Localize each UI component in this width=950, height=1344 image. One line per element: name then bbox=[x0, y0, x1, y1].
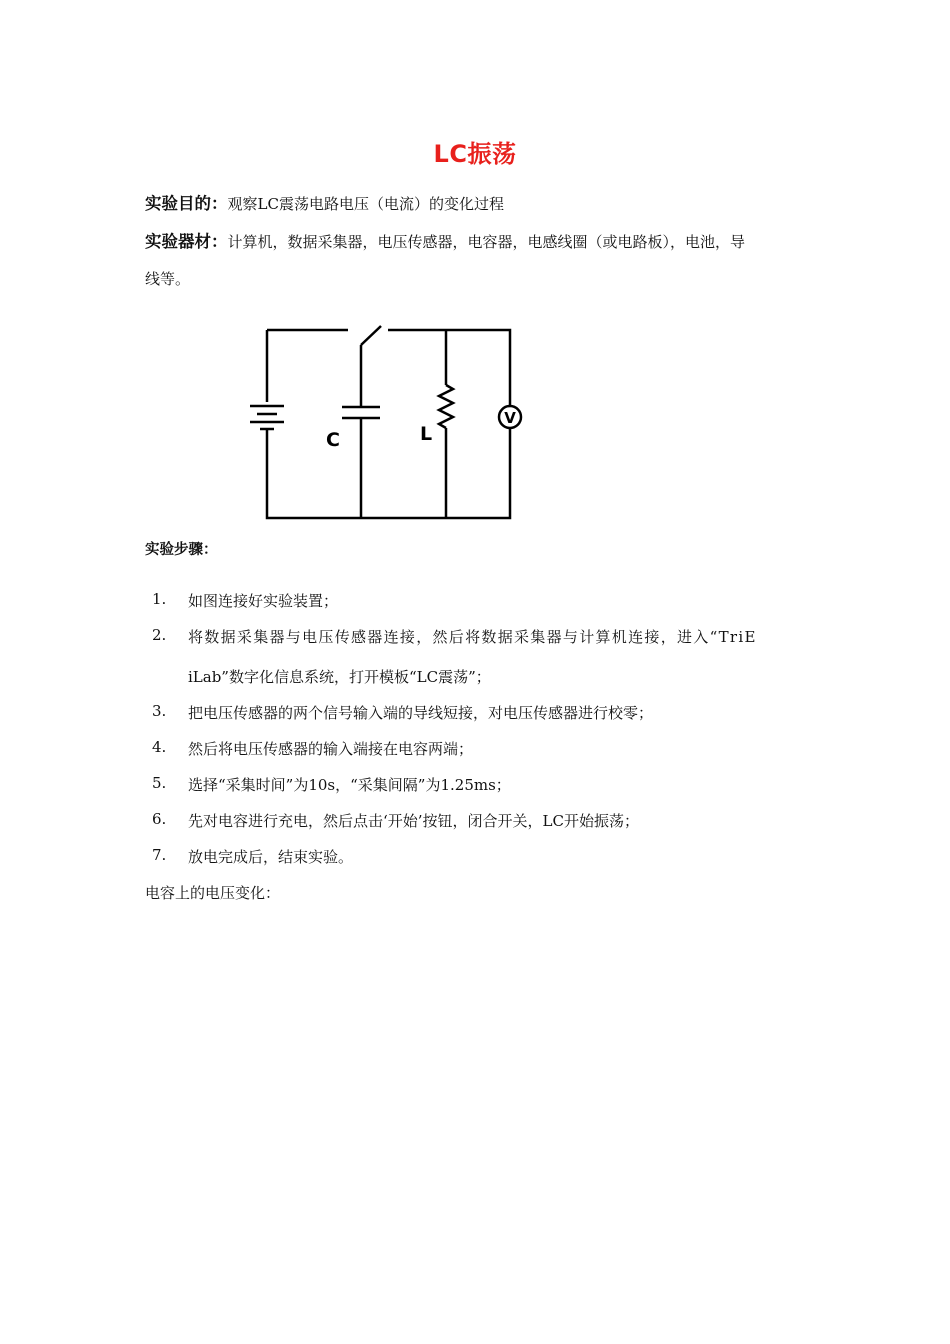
circuit-diagram bbox=[240, 318, 530, 528]
purpose-line bbox=[145, 190, 504, 214]
capacitor-label: C bbox=[326, 429, 340, 451]
inductor-label: L bbox=[420, 423, 433, 445]
switch-blade bbox=[361, 326, 381, 345]
step-text: 将数据采集器与电压传感器连接，然后将数据采集器与计算机连接，进入“TriE bbox=[188, 628, 757, 646]
materials-line-2: 线等。 bbox=[145, 270, 191, 288]
step-number: 6. bbox=[152, 810, 167, 828]
step-text: 放电完成后，结束实验。 bbox=[188, 848, 354, 866]
voltmeter-label: V bbox=[504, 409, 516, 427]
steps-heading: 实验步骤： bbox=[145, 542, 218, 558]
capacitor-icon bbox=[342, 407, 380, 418]
purpose-text: 观察LC震荡电路电压（电流）的变化过程 bbox=[227, 195, 504, 213]
step-number: 4. bbox=[152, 738, 167, 756]
step-text: 把电压传感器的两个信号输入端的导线短接，对电压传感器进行校零； bbox=[188, 704, 654, 722]
battery-icon bbox=[250, 406, 284, 429]
step-number: 7. bbox=[152, 846, 167, 864]
materials-label: 实验器材： bbox=[145, 232, 228, 251]
materials-line bbox=[145, 228, 745, 252]
step-number: 1. bbox=[152, 590, 167, 608]
materials-text: 计算机，数据采集器，电压传感器，电容器，电感线圈（或电路板），电池，导 bbox=[227, 233, 746, 251]
page-title: LC振荡 bbox=[433, 140, 517, 168]
step-number: 5. bbox=[152, 774, 167, 792]
step-text: 先对电容进行充电，然后点击‘开始’按钮，闭合开关，LC开始振荡； bbox=[188, 812, 639, 830]
step-text: 选择“采集时间”为10s，“采集间隔”为1.25ms； bbox=[188, 776, 511, 794]
step-text: 如图连接好实验装置； bbox=[188, 592, 339, 610]
capacitor-voltage-caption: 电容上的电压变化： bbox=[145, 884, 281, 902]
step-number: 3. bbox=[152, 702, 167, 720]
step-text-continued: iLab”数字化信息系统，打开模板“LC震荡”； bbox=[188, 668, 491, 686]
step-text: 然后将电压传感器的输入端接在电容两端； bbox=[188, 740, 474, 758]
step-number: 2. bbox=[152, 626, 167, 644]
purpose-label: 实验目的： bbox=[145, 194, 228, 213]
